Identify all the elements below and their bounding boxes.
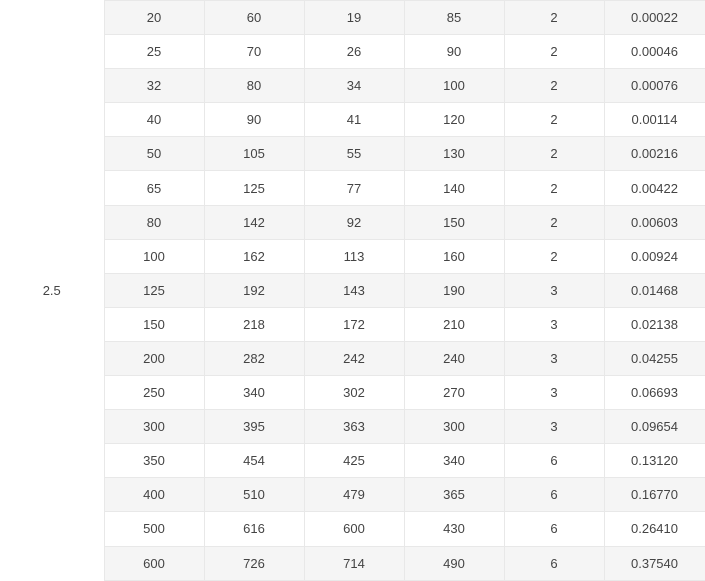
table-cell: 0.00076 [604, 69, 705, 103]
table-cell: 65 [104, 171, 204, 205]
table-cell: 340 [204, 376, 304, 410]
table-cell: 6 [504, 512, 604, 546]
table-cell: 0.00422 [604, 171, 705, 205]
table-cell: 0.04255 [604, 341, 705, 375]
table-cell: 430 [404, 512, 504, 546]
table-cell: 479 [304, 478, 404, 512]
table-row [0, 171, 705, 205]
table-cell: 0.06693 [604, 376, 705, 410]
table-cell: 3 [504, 341, 604, 375]
table-cell: 600 [304, 512, 404, 546]
table-cell: 2 [504, 171, 604, 205]
table-cell: 105 [204, 137, 304, 171]
table-cell: 150 [404, 205, 504, 239]
table-cell: 300 [404, 410, 504, 444]
table-cell: 3 [504, 376, 604, 410]
table-cell: 77 [304, 171, 404, 205]
table-cell: 340 [404, 444, 504, 478]
table-cell: 125 [104, 273, 204, 307]
table-cell: 142 [204, 205, 304, 239]
table-cell: 125 [204, 171, 304, 205]
table-cell: 2 [504, 35, 604, 69]
table-cell: 0.13120 [604, 444, 705, 478]
table-cell: 210 [404, 307, 504, 341]
table-cell: 90 [404, 35, 504, 69]
table-cell: 0.00603 [604, 205, 705, 239]
table-row [0, 512, 705, 546]
table-cell: 85 [404, 1, 504, 35]
table-cell: 0.37540 [604, 546, 705, 580]
table-row [0, 546, 705, 580]
table-cell: 363 [304, 410, 404, 444]
table-cell: 92 [304, 205, 404, 239]
table-cell: 80 [204, 69, 304, 103]
table-cell: 0.09654 [604, 410, 705, 444]
table-cell: 270 [404, 376, 504, 410]
table-row [0, 137, 705, 171]
table-cell: 490 [404, 546, 504, 580]
table-cell: 34 [304, 69, 404, 103]
table-cell: 200 [104, 341, 204, 375]
table-row [0, 239, 705, 273]
table-cell: 2 [504, 239, 604, 273]
table-cell: 150 [104, 307, 204, 341]
table-row [0, 35, 705, 69]
group-label-cell: 2.5 [0, 1, 104, 581]
table-cell: 395 [204, 410, 304, 444]
table-row [0, 103, 705, 137]
table-cell: 0.00022 [604, 1, 705, 35]
table-cell: 40 [104, 103, 204, 137]
table-cell: 0.16770 [604, 478, 705, 512]
table-cell: 2 [504, 103, 604, 137]
table-cell: 454 [204, 444, 304, 478]
table-cell: 60 [204, 1, 304, 35]
table-cell: 425 [304, 444, 404, 478]
table-cell: 282 [204, 341, 304, 375]
table-cell: 726 [204, 546, 304, 580]
table-cell: 26 [304, 35, 404, 69]
table-cell: 510 [204, 478, 304, 512]
table-cell: 140 [404, 171, 504, 205]
table-cell: 3 [504, 273, 604, 307]
table-cell: 50 [104, 137, 204, 171]
table-cell: 600 [104, 546, 204, 580]
table-row [0, 69, 705, 103]
table-cell: 70 [204, 35, 304, 69]
table-cell: 6 [504, 478, 604, 512]
table-cell: 20 [104, 1, 204, 35]
table-cell: 190 [404, 273, 504, 307]
table-row [0, 1, 705, 35]
table-cell: 218 [204, 307, 304, 341]
table-cell: 80 [104, 205, 204, 239]
table-cell: 6 [504, 546, 604, 580]
table-cell: 242 [304, 341, 404, 375]
table-cell: 302 [304, 376, 404, 410]
table-cell: 2 [504, 137, 604, 171]
table-cell: 120 [404, 103, 504, 137]
table-row [0, 444, 705, 478]
table-cell: 3 [504, 307, 604, 341]
table-cell: 6 [504, 444, 604, 478]
table-cell: 19 [304, 1, 404, 35]
table-cell: 143 [304, 273, 404, 307]
table-cell: 100 [104, 239, 204, 273]
table-row [0, 307, 705, 341]
table-row [0, 376, 705, 410]
table-cell: 25 [104, 35, 204, 69]
table-cell: 300 [104, 410, 204, 444]
table-cell: 365 [404, 478, 504, 512]
table-cell: 160 [404, 239, 504, 273]
table-row [0, 478, 705, 512]
table-cell: 714 [304, 546, 404, 580]
table-cell: 0.00046 [604, 35, 705, 69]
table-row [0, 341, 705, 375]
table-cell: 2 [504, 205, 604, 239]
table-cell: 616 [204, 512, 304, 546]
table-row [0, 273, 705, 307]
table-cell: 0.00114 [604, 103, 705, 137]
table-cell: 250 [104, 376, 204, 410]
table-cell: 113 [304, 239, 404, 273]
table-cell: 240 [404, 341, 504, 375]
table-cell: 0.02138 [604, 307, 705, 341]
table-body [0, 1, 705, 581]
table-cell: 130 [404, 137, 504, 171]
table-cell: 2 [504, 69, 604, 103]
table-cell: 172 [304, 307, 404, 341]
table-cell: 400 [104, 478, 204, 512]
table-cell: 41 [304, 103, 404, 137]
table-cell: 0.00924 [604, 239, 705, 273]
table-cell: 500 [104, 512, 204, 546]
table-cell: 55 [304, 137, 404, 171]
table-cell: 32 [104, 69, 204, 103]
table-cell: 100 [404, 69, 504, 103]
table-cell: 0.00216 [604, 137, 705, 171]
table-cell: 350 [104, 444, 204, 478]
table-cell: 2 [504, 1, 604, 35]
table-cell: 162 [204, 239, 304, 273]
table-cell: 192 [204, 273, 304, 307]
table-cell: 0.26410 [604, 512, 705, 546]
table-cell: 90 [204, 103, 304, 137]
table-cell: 0.01468 [604, 273, 705, 307]
table-cell: 3 [504, 410, 604, 444]
table-row [0, 205, 705, 239]
table-row [0, 410, 705, 444]
